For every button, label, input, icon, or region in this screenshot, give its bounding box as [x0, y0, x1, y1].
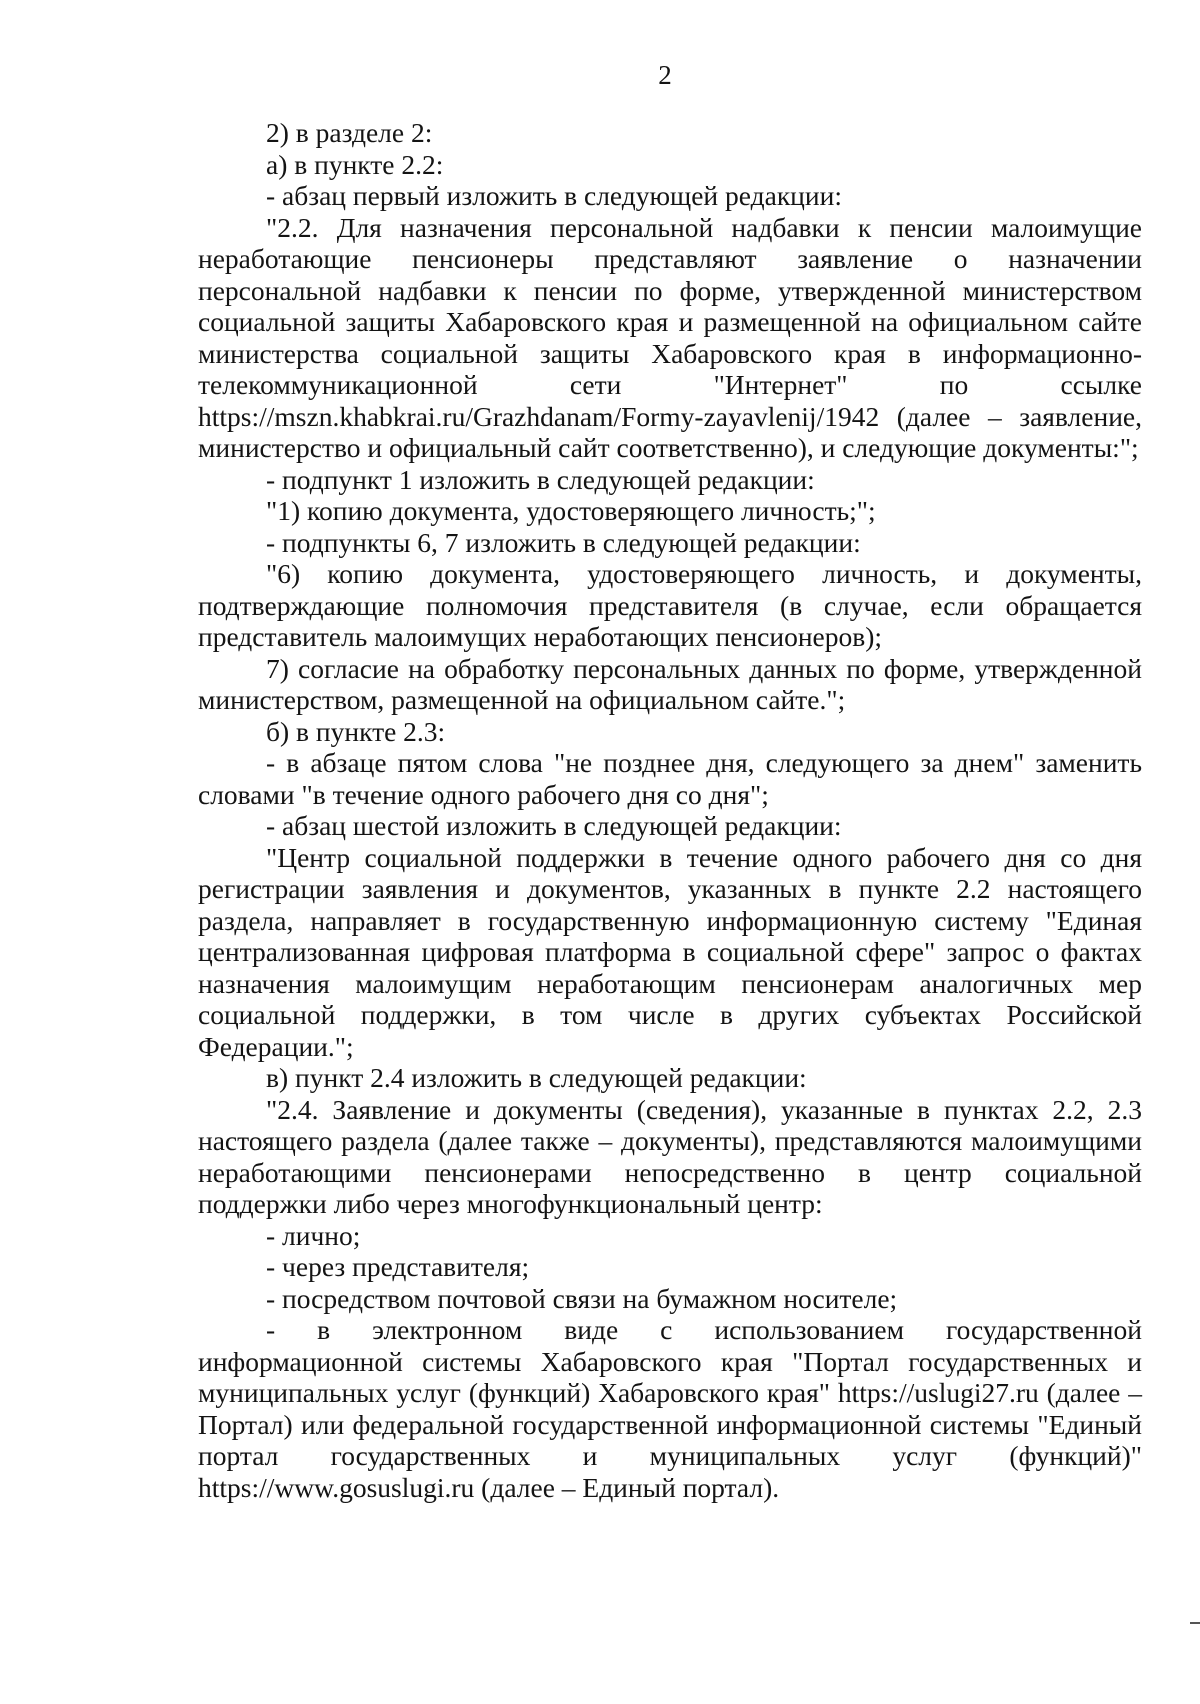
scan-edge-mark [1190, 1622, 1200, 1624]
paragraph-subitem-6-text: "6) копию документа, удостоверяющего личность, и документы, подтверждающие полномочия представителя (в случае, если обращается представитель малоимущих неработающих пенсионеров); [198, 558, 1142, 652]
paragraph-subitem-1-intro: - подпункт 1 изложить в следующей редакции: [266, 463, 815, 495]
paragraph-item-2-4-intro: в) пункт 2.4 изложить в следующей редакции: [266, 1062, 807, 1093]
document-body [198, 117, 1142, 1503]
paragraph-item-2-3: б) в пункте 2.3: [266, 715, 446, 747]
paragraph-sixth-abzac-intro: - абзац шестой изложить в следующей редакции: [266, 810, 842, 841]
paragraph-subitems-6-7-intro: - подпункты 6, 7 изложить в следующей редакции: [266, 526, 861, 558]
paragraph-section-2: 2) в разделе 2: [266, 117, 433, 148]
list-item-in-person: - лично; [266, 1219, 361, 1251]
paragraph-2-2-text: "2.2. Для назначения персональной надбавки к пенсии малоимущие неработающие пенсионеры представляют заявление о назначении персональной надбавки к пенсии по форме, утвержденной министерством социальной защиты Хабаровского края и размещенной на официальном сайте министерства социальной защиты Хабаровского края в информационно-телекоммуникационной сети "Интернет" по ссылке https://mszn.khabkrai.ru/Grazhdanam/Formy-zayavlenij/1942 (далее – заявление, министерство и официальный сайт соответственно), и следующие документы:"; [198, 211, 1142, 463]
paragraph-subitem-1-text: "1) копию документа, удостоверяющего личность;"; [266, 495, 876, 526]
paragraph-sixth-abzac-text: "Центр социальной поддержки в течение одного рабочего дня со дня регистрации заявления и документов, указанных в пункте 2.2 настоящего раздела, направляет в государственную информационную систему "Единая централизованная цифровая платформа в социальной сфере" запрос о фактах назначения малоимущим неработающим пенсионерам аналогичных мер социальной поддержки, в том числе в других субъектах Российской Федерации."; [198, 841, 1142, 1062]
page-number: 2 [658, 60, 672, 90]
list-item-post: - посредством почтовой связи на бумажном носителе; [266, 1282, 898, 1314]
paragraph-fifth-abzac-change: - в абзаце пятом слова "не позднее дня, следующего за днем" заменить словами "в течение одного рабочего дня со дня"; [198, 747, 1142, 810]
list-item-representative: - через представителя; [266, 1251, 530, 1282]
paragraph-2-4-text: "2.4. Заявление и документы (сведения), указанные в пунктах 2.2, 2.3 настоящего раздела (далее также – документы), представляются малоимущими неработающими пенсионерами непосредственно в центр социальной поддержки либо через многофункциональный центр: [198, 1093, 1142, 1219]
list-item-electronic: - в электронном виде с использованием государственной информационной системы Хабаровского края "Портал государственных и муниципальных услуг (функций) Хабаровского края" https://uslugi27.ru (далее – Портал) или федеральной государственной информационной системы "Единый портал государственных и муниципальных услуг (функций)" https://www.gosuslugi.ru (далее – Единый портал). [198, 1314, 1142, 1503]
paragraph-first-abzac-intro: - абзац первый изложить в следующей редакции: [266, 180, 842, 211]
paragraph-item-2-2: а) в пункте 2.2: [266, 148, 444, 180]
paragraph-subitem-7-text: 7) согласие на обработку персональных данных по форме, утвержденной министерством, размещенной на официальном сайте."; [198, 652, 1142, 715]
